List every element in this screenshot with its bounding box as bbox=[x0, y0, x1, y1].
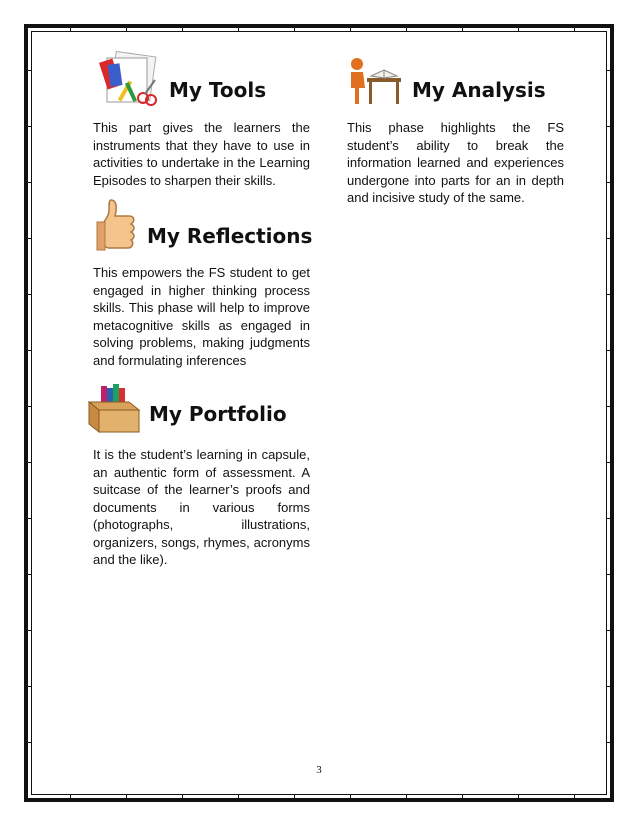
border-tick bbox=[518, 794, 519, 798]
border-tick bbox=[28, 742, 32, 743]
border-tick bbox=[126, 794, 127, 798]
border-tick bbox=[406, 794, 407, 798]
section-my-tools bbox=[93, 50, 310, 189]
section-title: My Portfolio bbox=[149, 402, 287, 426]
border-tick bbox=[28, 406, 32, 407]
border-tick bbox=[28, 238, 32, 239]
border-tick bbox=[70, 794, 71, 798]
section-my-portfolio bbox=[93, 378, 310, 569]
border-tick bbox=[606, 518, 610, 519]
border-tick bbox=[182, 794, 183, 798]
border-tick bbox=[574, 794, 575, 798]
thumbs-up-icon bbox=[95, 198, 139, 254]
border-tick bbox=[462, 28, 463, 32]
border-tick bbox=[462, 794, 463, 798]
border-tick bbox=[28, 574, 32, 575]
section-body: This empowers the FS student to get engaged in higher thinking process skills. This phase will help to improve metacognitive skills as engaged in solving problems, making judgments and formulating inferences bbox=[93, 265, 310, 368]
border-tick bbox=[28, 70, 32, 71]
border-tick bbox=[406, 28, 407, 32]
section-my-reflections bbox=[93, 196, 313, 369]
border-tick bbox=[238, 28, 239, 32]
border-tick bbox=[350, 28, 351, 32]
border-tick bbox=[28, 350, 32, 351]
border-tick bbox=[606, 742, 610, 743]
border-tick bbox=[350, 794, 351, 798]
border-tick bbox=[606, 294, 610, 295]
section-my-analysis bbox=[347, 50, 564, 207]
border-tick bbox=[606, 686, 610, 687]
border-tick bbox=[606, 462, 610, 463]
page-number: 3 bbox=[316, 764, 322, 776]
border-tick bbox=[294, 794, 295, 798]
border-tick bbox=[70, 28, 71, 32]
section-title: My Analysis bbox=[412, 78, 546, 102]
section-body: It is the student’s learning in capsule, an authentic form of assessment. A suitcase of the learner’s proofs and documents in various forms (photographs, illustrations, organizers, songs, rhymes, acronyms and the like). bbox=[93, 447, 310, 567]
border-tick bbox=[294, 28, 295, 32]
border-tick bbox=[28, 294, 32, 295]
border-tick bbox=[28, 182, 32, 183]
border-tick bbox=[238, 794, 239, 798]
section-body: This phase highlights the FS student’s ability to break the information learned and experiences undergone into parts for an in depth and incisive study of the same. bbox=[347, 120, 564, 205]
border-tick bbox=[606, 126, 610, 127]
border-tick bbox=[28, 518, 32, 519]
border-tick bbox=[606, 630, 610, 631]
section-title: My Tools bbox=[169, 78, 267, 102]
border-tick bbox=[28, 462, 32, 463]
border-tick bbox=[28, 686, 32, 687]
border-tick bbox=[606, 574, 610, 575]
box-of-books-icon bbox=[85, 380, 143, 436]
section-title: My Reflections bbox=[147, 224, 313, 248]
border-tick bbox=[606, 238, 610, 239]
border-tick bbox=[606, 70, 610, 71]
border-tick bbox=[606, 182, 610, 183]
border-tick bbox=[126, 28, 127, 32]
border-tick bbox=[182, 28, 183, 32]
border-tick bbox=[28, 630, 32, 631]
reading-figure-icon bbox=[347, 54, 407, 110]
border-tick bbox=[606, 406, 610, 407]
border-tick bbox=[28, 126, 32, 127]
art-supplies-icon bbox=[99, 50, 161, 112]
border-tick bbox=[518, 28, 519, 32]
section-body: This part gives the learners the instruments that they have to use in activities to undertake in the Learning Episodes to sharpen their skills. bbox=[93, 120, 310, 188]
border-tick bbox=[574, 28, 575, 32]
border-tick bbox=[606, 350, 610, 351]
